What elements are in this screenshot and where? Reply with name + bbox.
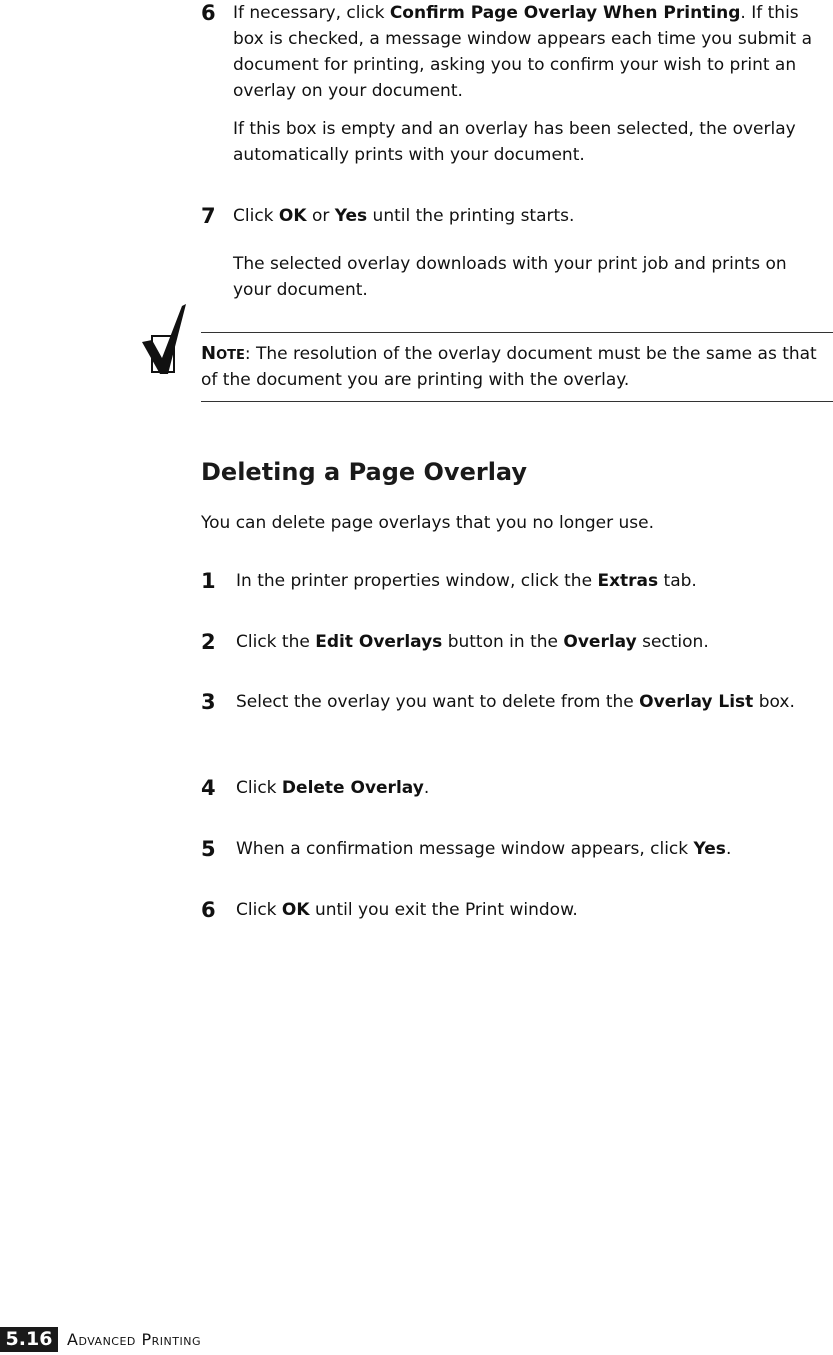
step-number: 1: [201, 569, 216, 593]
step-text: Select the overlay you want to delete from the Overlay List box.: [236, 692, 795, 712]
note-label: Note: [201, 343, 245, 364]
step-text: When a confirmation message window appears, click Yes.: [236, 839, 732, 859]
note-text: Note: The resolution of the overlay document must be the same as that of the document you are printing with the overlay.: [201, 343, 817, 390]
section-intro: You can delete page overlays that you no longer use.: [201, 513, 655, 533]
step-number: 3: [201, 690, 216, 714]
step-subparagraph: The selected overlay downloads with your print job and prints on your document.: [233, 254, 787, 300]
step-text: In the printer properties window, click the Extras tab.: [236, 571, 697, 591]
section-heading: Deleting a Page Overlay: [201, 458, 528, 486]
chapter-title: Advanced Printing: [67, 1330, 201, 1349]
step-text: If necessary, click Confirm Page Overlay When Printing. If this box is checked, a message window appears each time you submit a document for printing, asking you to confirm your wish to print an overlay on your document.: [233, 3, 813, 101]
page-number-badge: 5.16: [0, 1327, 58, 1352]
step-text: Click OK or Yes until the printing starts.: [233, 206, 575, 226]
step-number: 2: [201, 630, 216, 654]
note-box: [201, 332, 833, 402]
step-subparagraph: If this box is empty and an overlay has been selected, the overlay automatically prints with your document.: [233, 119, 796, 165]
checkmark-note-icon: [138, 300, 196, 382]
step-number: 6: [201, 898, 216, 922]
step-number: 5: [201, 837, 216, 861]
step-text: Click Delete Overlay.: [236, 778, 430, 798]
step-number: 4: [201, 776, 216, 800]
step-number: 7: [201, 204, 216, 228]
step-text: Click OK until you exit the Print window.: [236, 900, 578, 920]
step-number: 6: [201, 1, 216, 25]
step-text: Click the Edit Overlays button in the Overlay section.: [236, 632, 709, 652]
